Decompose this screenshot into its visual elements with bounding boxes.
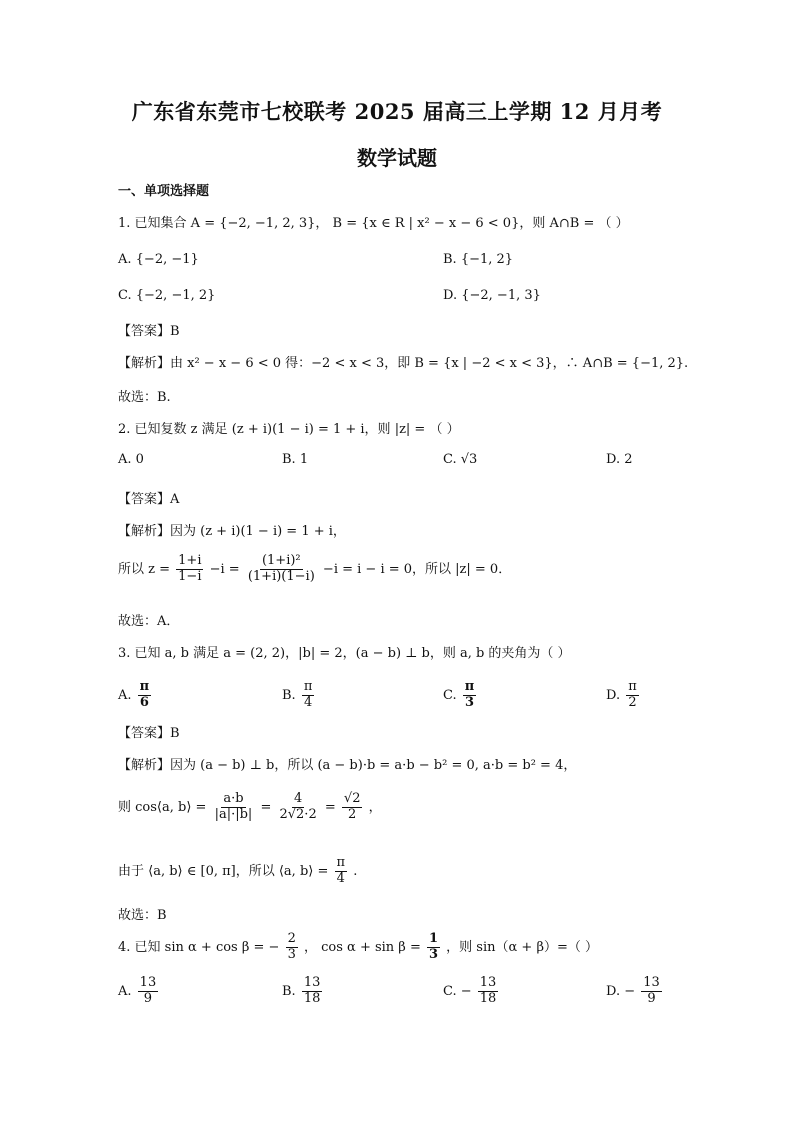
q3-option-a: A. $\frac{\pi}{6}$: [118, 679, 150, 710]
page-title: 广东省东莞市七校联考 2025 届高三上学期 12 月月考: [131, 99, 663, 124]
q3-analysis: 【解析】因为 (a − b) ⊥ b，所以 (a − b)·b = a·b − b² = 0, a·b = b² = 4，: [118, 758, 577, 773]
q4-option-c: C. − $\frac{13}{18}$: [443, 975, 497, 1006]
q1-stem: 1. 已知集合 A = {−2, −1, 2, 3}， B = {x ∈ R | x² − x − 6 < 0}，则 A∩B = （ ）: [118, 216, 629, 231]
q3-cos-derivation: 则 cos⟨a, b⟩ = $\frac{a\cdot b}{|a|\cdot|b|}$ = $\frac{4}{2√2\cdot 2}$ = $\frac{√2}{2}$ ，: [118, 791, 382, 822]
q2-fraction-1: $\frac{1+i}{1-i}$: [178, 553, 202, 584]
q1-option-d: D. {−2, −1, 3}: [443, 288, 541, 303]
q3-answer: 【答案】B: [118, 726, 180, 741]
q2-option-c: C. √3: [443, 452, 478, 467]
q1-answer: 【答案】B: [118, 324, 180, 339]
q3-stem: 3. 已知 a, b 满足 a = (2, 2)，|b| = 2，(a − b) ⊥ b，则 a, b 的夹角为（ ）: [118, 646, 571, 661]
q4-option-a: A. $\frac{13}{9}$: [118, 975, 157, 1006]
q2-stem: 2. 已知复数 z 满足 (z + i)(1 − i) = 1 + i，则 |z| = （ ）: [118, 422, 460, 437]
q4-option-d: D. − $\frac{13}{9}$: [606, 975, 660, 1006]
q1-conclusion: 故选：B.: [118, 390, 171, 405]
q2-conclusion: 故选：A．: [118, 614, 180, 629]
page-subtitle: 数学试题: [357, 146, 437, 170]
section-heading: 一、单项选择题: [118, 184, 210, 199]
q2-answer: 【答案】A: [118, 492, 180, 507]
q3-conclusion: 故选：B: [118, 908, 167, 923]
q2-option-b: B. 1: [282, 452, 309, 467]
q2-derivation: [118, 554, 511, 585]
q2-mid: −i =: [209, 561, 240, 577]
q3-option-d: D. $\frac{\pi}{2}$: [606, 679, 637, 710]
q2-so-prefix: 所以 z =: [118, 561, 171, 577]
q1-option-a: A. {−2, −1}: [118, 252, 199, 267]
q3-range-derivation: 由于 ⟨a, b⟩ ∈ [0, π]，所以 ⟨a, b⟩ = $\frac{\pi}{4}$ .: [118, 855, 358, 886]
q1-option-b: B. {−1, 2}: [443, 252, 514, 267]
q4-option-b: B. $\frac{13}{18}$: [282, 975, 321, 1006]
q3-option-b: B. $\frac{\pi}{4}$: [282, 679, 313, 710]
q2-fraction-2: $\frac{\text{(1+i)²}}{(1+i)(1-i)}$: [247, 553, 315, 584]
q2-option-d: D. 2: [606, 452, 633, 467]
q2-option-a: A. 0: [118, 452, 144, 467]
q1-analysis: 【解析】由 x² − x − 6 < 0 得：−2 < x < 3，即 B = {x | −2 < x < 3}，∴ A∩B = {−1, 2}.: [118, 356, 689, 371]
q2-analysis: 【解析】因为 (z + i)(1 − i) = 1 + i，: [118, 524, 346, 539]
q1-option-c: C. {−2, −1, 2}: [118, 288, 216, 303]
q2-tail: −i = i − i = 0，所以 |z| = 0．: [322, 561, 512, 577]
q3-option-c: C. $\frac{\pi}{3}$: [443, 679, 475, 710]
q4-stem: 4. 已知 sin α + cos β = − $\frac{2}{3}$ ， cos α + sin β = $\frac{1}{3}$ ，则 sin（α + β）=（ ）: [118, 931, 598, 962]
